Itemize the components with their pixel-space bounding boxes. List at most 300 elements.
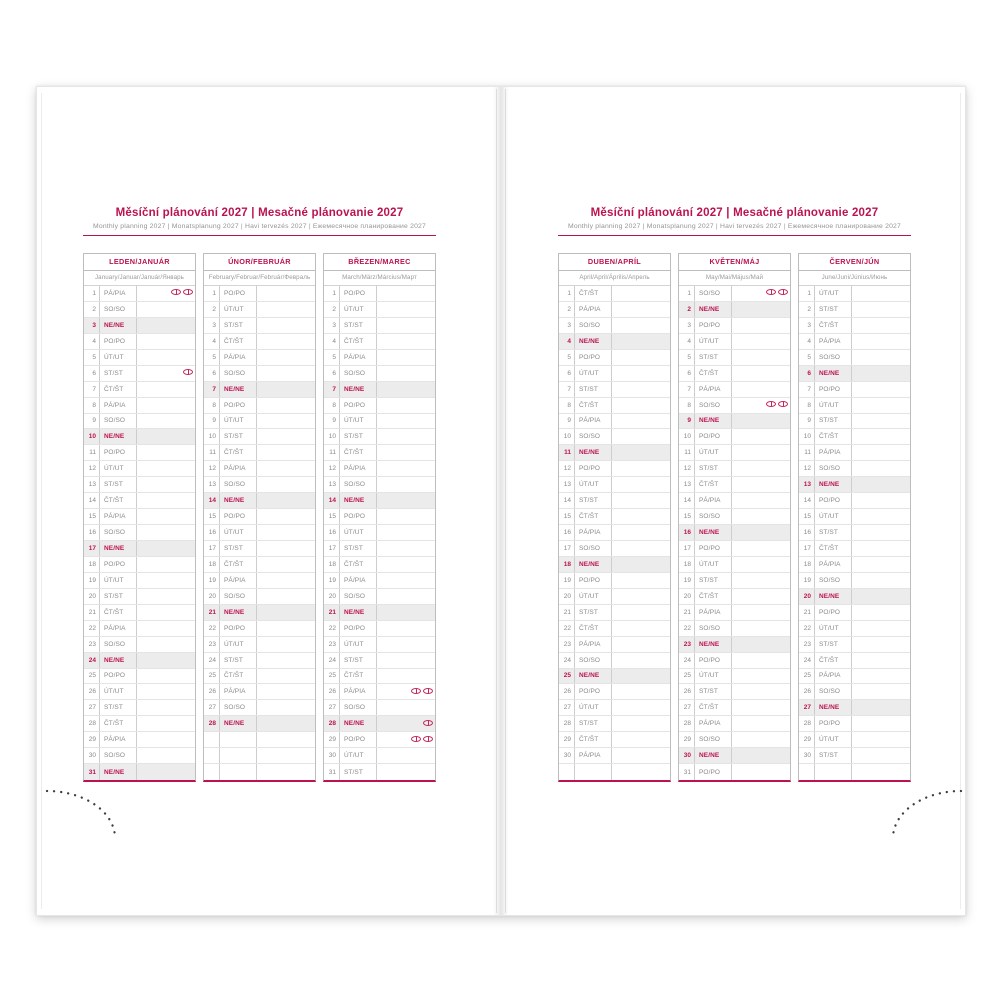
day-note-area [612, 605, 670, 620]
day-row [799, 302, 910, 318]
day-note-area [612, 557, 670, 572]
day-number: 23 [559, 637, 575, 652]
day-abbrev: ČT/ŠT [100, 605, 137, 620]
day-number: 24 [679, 653, 695, 668]
day-row [679, 732, 790, 748]
day-number: 14 [84, 493, 100, 508]
day-number [204, 748, 220, 763]
day-number: 15 [84, 509, 100, 524]
day-number: 14 [204, 493, 220, 508]
day-abbrev: PO/PO [695, 653, 732, 668]
day-number: 20 [559, 589, 575, 604]
day-row [559, 350, 670, 366]
day-row [559, 653, 670, 669]
day-row [324, 445, 435, 461]
day-number: 9 [204, 414, 220, 429]
day-number: 25 [679, 669, 695, 684]
day-note-area [852, 605, 910, 620]
day-number: 5 [324, 350, 340, 365]
day-abbrev: ÚT/UT [220, 302, 257, 317]
day-note-area [732, 700, 790, 715]
page-title: Měsíční plánování 2027 | Mesačné plánovanie 2027 [115, 207, 404, 219]
day-row [84, 541, 195, 557]
day-number: 28 [799, 716, 815, 731]
day-abbrev: ÚT/UT [100, 573, 137, 588]
day-abbrev: NE/NE [575, 669, 612, 684]
day-abbrev: PÁ/PIA [100, 621, 137, 636]
day-row [559, 414, 670, 430]
day-note-area [612, 286, 670, 301]
day-note-area [137, 748, 195, 763]
day-note-area [732, 605, 790, 620]
day-row [559, 382, 670, 398]
day-note-area [377, 589, 435, 604]
day-row [324, 398, 435, 414]
day-note-area [732, 382, 790, 397]
day-abbrev: SO/SO [575, 653, 612, 668]
day-abbrev: PO/PO [575, 684, 612, 699]
day-row [679, 509, 790, 525]
day-row [799, 637, 910, 653]
day-row [324, 589, 435, 605]
day-note-area [612, 382, 670, 397]
day-row [799, 573, 910, 589]
day-note-area [852, 684, 910, 699]
day-abbrev: ST/ST [575, 605, 612, 620]
day-note-area [377, 350, 435, 365]
day-row [679, 748, 790, 764]
day-number: 3 [679, 318, 695, 333]
day-number: 25 [204, 669, 220, 684]
day-note-area [732, 461, 790, 476]
day-note-area [257, 525, 315, 540]
day-number: 24 [799, 653, 815, 668]
day-abbrev: PO/PO [100, 445, 137, 460]
day-row [799, 764, 910, 780]
day-number: 10 [559, 429, 575, 444]
day-number: 16 [204, 525, 220, 540]
day-abbrev: NE/NE [695, 302, 732, 317]
day-row [324, 286, 435, 302]
day-row [84, 398, 195, 414]
day-note-area [612, 493, 670, 508]
day-number: 11 [679, 445, 695, 460]
day-note-area [852, 429, 910, 444]
day-row [84, 302, 195, 318]
day-row [324, 461, 435, 477]
day-abbrev: SO/SO [340, 589, 377, 604]
day-abbrev: ČT/ŠT [100, 716, 137, 731]
state-holiday-icon [423, 688, 433, 694]
day-abbrev: SO/SO [340, 366, 377, 381]
day-number: 10 [204, 429, 220, 444]
day-number: 31 [324, 764, 340, 780]
day-note-area [137, 732, 195, 747]
day-abbrev: PÁ/PIA [100, 509, 137, 524]
day-abbrev: ÚT/UT [575, 366, 612, 381]
day-abbrev: PÁ/PIA [340, 350, 377, 365]
day-row [324, 509, 435, 525]
day-note-area [137, 684, 195, 699]
day-abbrev: ST/ST [220, 318, 257, 333]
day-number: 26 [559, 684, 575, 699]
day-number: 29 [679, 732, 695, 747]
day-abbrev: PÁ/PIA [695, 382, 732, 397]
day-note-area [732, 621, 790, 636]
day-row [204, 366, 315, 382]
day-number: 7 [204, 382, 220, 397]
day-abbrev: SO/SO [695, 732, 732, 747]
day-number: 27 [559, 700, 575, 715]
day-number: 29 [559, 732, 575, 747]
day-number: 6 [204, 366, 220, 381]
page-subtitle: Monthly planning 2027 | Monatsplanung 2027 | Havi tervezés 2027 | Ежемесячное планирование 2027 [567, 223, 902, 230]
day-abbrev: ÚT/UT [815, 621, 852, 636]
day-abbrev: ČT/ŠT [815, 653, 852, 668]
day-note-area [377, 477, 435, 492]
day-row [204, 637, 315, 653]
months-row [83, 253, 436, 782]
day-note-area [137, 525, 195, 540]
day-note-area [257, 318, 315, 333]
day-number: 13 [799, 477, 815, 492]
day-note-area [137, 573, 195, 588]
holiday-icons [764, 401, 788, 409]
day-number: 3 [799, 318, 815, 333]
day-row [84, 621, 195, 637]
day-abbrev: ST/ST [695, 461, 732, 476]
day-row [799, 350, 910, 366]
day-number: 6 [679, 366, 695, 381]
day-number: 27 [679, 700, 695, 715]
day-abbrev: NE/NE [575, 334, 612, 349]
day-number: 2 [559, 302, 575, 317]
day-abbrev: NE/NE [695, 525, 732, 540]
day-note-area [852, 461, 910, 476]
day-abbrev: ČT/ŠT [220, 557, 257, 572]
day-abbrev: NE/NE [575, 557, 612, 572]
day-note-area [852, 398, 910, 413]
day-number: 13 [84, 477, 100, 492]
day-number: 27 [204, 700, 220, 715]
day-row [84, 605, 195, 621]
day-abbrev: NE/NE [340, 382, 377, 397]
day-note-area [377, 334, 435, 349]
day-row [679, 589, 790, 605]
day-row [324, 318, 435, 334]
day-number: 23 [324, 637, 340, 652]
day-abbrev: SO/SO [100, 748, 137, 763]
day-number: 17 [679, 541, 695, 556]
day-row [84, 637, 195, 653]
day-abbrev: NE/NE [220, 716, 257, 731]
day-note-area [612, 732, 670, 747]
day-note-area [612, 621, 670, 636]
day-row [204, 398, 315, 414]
day-note-area [732, 669, 790, 684]
day-abbrev: SO/SO [340, 700, 377, 715]
day-abbrev: PÁ/PIA [100, 732, 137, 747]
day-number: 5 [559, 350, 575, 365]
day-abbrev [220, 732, 257, 747]
day-row [679, 621, 790, 637]
day-abbrev: ÚT/UT [100, 684, 137, 699]
month-day-rows [679, 286, 790, 780]
day-note-area [612, 589, 670, 604]
day-abbrev: PÁ/PIA [575, 302, 612, 317]
day-number: 2 [84, 302, 100, 317]
day-row [324, 541, 435, 557]
day-number: 17 [324, 541, 340, 556]
day-row [204, 589, 315, 605]
day-note-area [377, 382, 435, 397]
day-note-area [612, 637, 670, 652]
day-abbrev: PÁ/PIA [220, 573, 257, 588]
day-abbrev: ČT/ŠT [815, 318, 852, 333]
day-abbrev: ČT/ŠT [340, 669, 377, 684]
day-abbrev: ST/ST [695, 573, 732, 588]
day-note-area [732, 414, 790, 429]
day-abbrev: SO/SO [100, 302, 137, 317]
month-name: ČERVEN/JÚN [799, 254, 910, 271]
day-note-area [852, 350, 910, 365]
day-row [679, 318, 790, 334]
day-note-area [612, 398, 670, 413]
day-abbrev: PO/PO [220, 398, 257, 413]
day-note-area [377, 398, 435, 413]
day-number: 27 [799, 700, 815, 715]
day-number: 19 [679, 573, 695, 588]
day-abbrev: ÚT/UT [575, 700, 612, 715]
day-note-area [852, 637, 910, 652]
day-row [559, 477, 670, 493]
day-number: 28 [204, 716, 220, 731]
day-note-area [137, 637, 195, 652]
day-note-area [852, 318, 910, 333]
day-abbrev: SO/SO [575, 318, 612, 333]
day-row [799, 684, 910, 700]
day-abbrev: NE/NE [100, 764, 137, 780]
day-number: 25 [324, 669, 340, 684]
day-abbrev: ST/ST [340, 318, 377, 333]
day-number: 10 [799, 429, 815, 444]
day-abbrev: ČT/ŠT [815, 429, 852, 444]
day-note-area [137, 398, 195, 413]
holiday-icons [409, 688, 433, 696]
day-row [799, 605, 910, 621]
day-row [204, 716, 315, 732]
day-row [679, 573, 790, 589]
day-note-area [732, 477, 790, 492]
day-note-area [257, 684, 315, 699]
day-row [799, 525, 910, 541]
day-abbrev [220, 764, 257, 780]
day-number: 12 [799, 461, 815, 476]
day-abbrev: SO/SO [575, 541, 612, 556]
day-note-area [852, 302, 910, 317]
day-number [204, 732, 220, 747]
day-note-area [257, 653, 315, 668]
day-note-area [612, 684, 670, 699]
day-number: 5 [204, 350, 220, 365]
day-number: 9 [559, 414, 575, 429]
day-number: 6 [84, 366, 100, 381]
day-note-area [257, 445, 315, 460]
day-row [204, 445, 315, 461]
day-row [679, 716, 790, 732]
day-row [324, 350, 435, 366]
day-row [799, 286, 910, 302]
day-row [204, 414, 315, 430]
day-number: 18 [84, 557, 100, 572]
day-note-area [612, 461, 670, 476]
day-abbrev: SO/SO [695, 621, 732, 636]
day-note-area [732, 748, 790, 763]
day-note-area [377, 366, 435, 381]
day-abbrev: ČT/ŠT [220, 445, 257, 460]
day-row [559, 541, 670, 557]
day-note-area [137, 366, 195, 381]
day-number: 4 [324, 334, 340, 349]
day-abbrev: ST/ST [220, 429, 257, 444]
day-row [799, 669, 910, 685]
day-number: 4 [679, 334, 695, 349]
day-number: 13 [559, 477, 575, 492]
day-abbrev: ST/ST [695, 350, 732, 365]
day-row [679, 684, 790, 700]
day-number: 14 [679, 493, 695, 508]
day-row [799, 477, 910, 493]
day-row [679, 637, 790, 653]
day-note-area [612, 541, 670, 556]
month-day-rows [559, 286, 670, 780]
day-row [559, 398, 670, 414]
diary-spread [36, 86, 966, 916]
page-subtitle: Monthly planning 2027 | Monatsplanung 2027 | Havi tervezés 2027 | Ежемесячное планирование 2027 [92, 223, 427, 230]
day-row [559, 557, 670, 573]
day-note-area [257, 573, 315, 588]
day-note-area [732, 589, 790, 604]
day-note-area [377, 764, 435, 780]
day-number [204, 764, 220, 780]
day-row [204, 605, 315, 621]
day-number: 11 [84, 445, 100, 460]
day-note-area [852, 509, 910, 524]
day-row [679, 477, 790, 493]
day-abbrev: PO/PO [340, 398, 377, 413]
day-number: 11 [559, 445, 575, 460]
day-note-area [852, 589, 910, 604]
day-row [204, 477, 315, 493]
day-row [559, 334, 670, 350]
day-abbrev: ČT/ŠT [695, 700, 732, 715]
day-number: 30 [559, 748, 575, 763]
day-row [324, 669, 435, 685]
day-row [324, 732, 435, 748]
day-row [799, 429, 910, 445]
day-number: 7 [559, 382, 575, 397]
day-abbrev: NE/NE [100, 318, 137, 333]
day-abbrev: ST/ST [815, 637, 852, 652]
day-note-area [257, 748, 315, 763]
day-abbrev: SO/SO [220, 366, 257, 381]
day-abbrev: NE/NE [100, 429, 137, 444]
day-row [799, 748, 910, 764]
day-abbrev: ST/ST [220, 653, 257, 668]
day-row [324, 477, 435, 493]
day-row [679, 461, 790, 477]
day-row [679, 605, 790, 621]
day-row [84, 493, 195, 509]
day-note-area [257, 286, 315, 301]
day-note-area [732, 493, 790, 508]
day-abbrev: ČT/ŠT [340, 557, 377, 572]
day-note-area [257, 541, 315, 556]
day-row [799, 445, 910, 461]
day-note-area [137, 653, 195, 668]
day-number: 16 [324, 525, 340, 540]
day-note-area [137, 509, 195, 524]
day-abbrev: SO/SO [695, 509, 732, 524]
day-row [799, 366, 910, 382]
day-row [84, 525, 195, 541]
day-row [679, 445, 790, 461]
day-row [84, 700, 195, 716]
day-number: 3 [559, 318, 575, 333]
day-note-area [377, 302, 435, 317]
day-abbrev: ST/ST [100, 477, 137, 492]
day-row [324, 716, 435, 732]
day-row [799, 732, 910, 748]
day-note-area [612, 716, 670, 731]
day-note-area [257, 732, 315, 747]
day-number: 7 [84, 382, 100, 397]
day-row [679, 493, 790, 509]
day-note-area [852, 557, 910, 572]
day-note-area [732, 366, 790, 381]
day-row [799, 414, 910, 430]
day-abbrev: PO/PO [340, 621, 377, 636]
day-row [799, 557, 910, 573]
day-abbrev: NE/NE [220, 605, 257, 620]
day-row [559, 589, 670, 605]
day-row [204, 461, 315, 477]
day-row [84, 732, 195, 748]
day-note-area [137, 302, 195, 317]
day-note-area [732, 573, 790, 588]
day-abbrev: NE/NE [815, 366, 852, 381]
day-abbrev: PO/PO [340, 509, 377, 524]
day-number: 18 [204, 557, 220, 572]
day-number: 10 [84, 429, 100, 444]
day-note-area [137, 334, 195, 349]
day-abbrev: SO/SO [815, 461, 852, 476]
day-row [84, 716, 195, 732]
day-number: 4 [799, 334, 815, 349]
month-languages: January/Januar/Január/Январь [84, 271, 195, 286]
day-number: 3 [84, 318, 100, 333]
day-row [559, 461, 670, 477]
day-abbrev: ČT/ŠT [220, 669, 257, 684]
page-header [83, 207, 436, 236]
day-abbrev: NE/NE [220, 493, 257, 508]
state-holiday-icon [183, 369, 193, 375]
day-abbrev: PO/PO [815, 382, 852, 397]
day-abbrev: ÚT/UT [340, 302, 377, 317]
day-number: 8 [204, 398, 220, 413]
month-day-rows [799, 286, 910, 780]
day-number: 26 [799, 684, 815, 699]
